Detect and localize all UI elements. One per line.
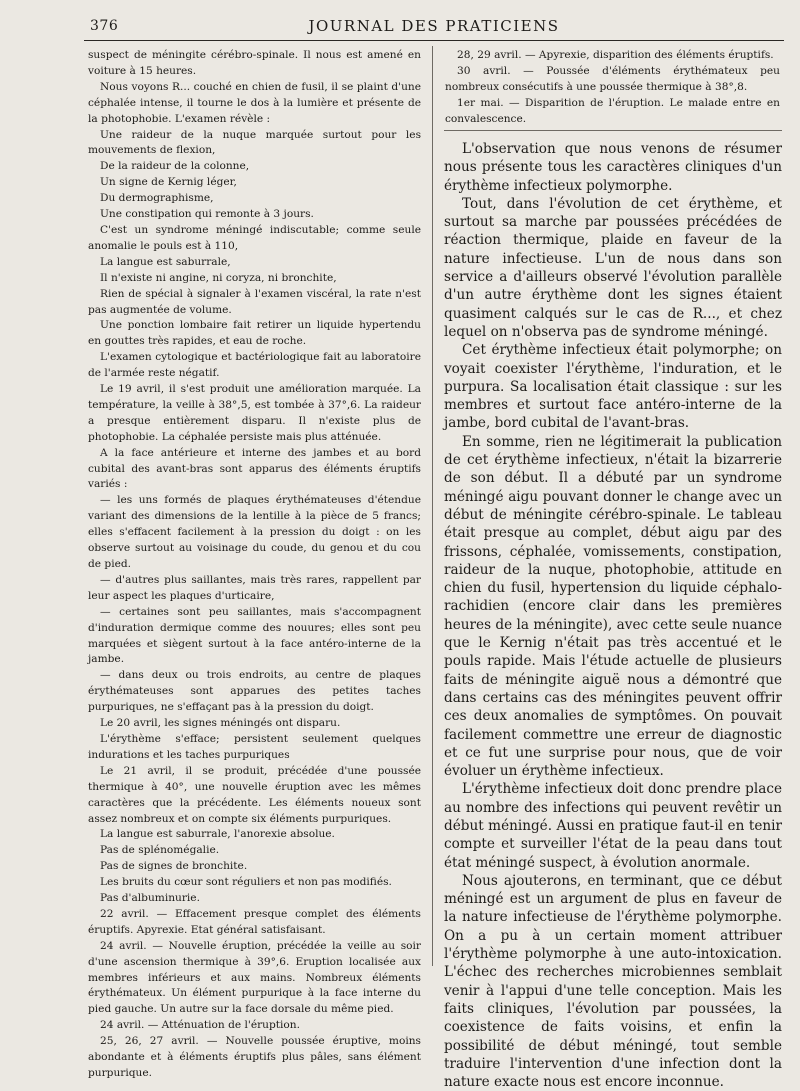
paragraph: — certaines sont peu saillantes, mais s'accompagnent d'induration dermique comme des nouures; elles sont peu marquées et siègent surtout à la face antéro-interne de la jambe. [88,605,421,666]
left-column [88,48,421,1082]
paragraph: L'examen cytologique et bactériologique fait au laboratoire de l'armée reste négatif. [88,351,421,380]
paragraph: 28, 29 avril. — Apyrexie, disparition des éléments éruptifs. [457,49,774,61]
page-number: 376 [90,18,119,34]
paragraph: L'érythème s'efface; persistent seulement quelques indurations et les taches purpuriques [88,732,421,761]
paragraph: Pas de splénomégalie. [100,844,220,857]
paragraph: Nous ajouterons, en terminant, que ce début méningé est un argument de plus en faveur de la nature infectieuse de l'érythème polymorphe. On a pu à un certain moment attribuer l'érythème polymorphe à une auto-intoxication. L'échec des recherches microbiennes semblait venir à l'appui d'une telle conception. Mais les faits cliniques, l'évolution par poussées, la coexistence de faits voisins, et enfin la possibilité de début méningé, tout semble traduire l'intervention d'une infection dont la nature exacte nous est encore inconnue. [444,872,782,1091]
paragraph: 30 avril. — Poussée d'éléments érythémateux peu nombreux consécutifs à une poussée thermique à 38°,8. [445,64,780,93]
paragraph: Le 19 avril, il s'est produit une amélioration marquée. La température, la veille à 38°,5, est tombée à 37°,6. La raideur a presque entièrement disparu. Il n'existe plus de photophobie. La céphalée persiste mais plus atténuée. [88,383,421,443]
paragraph: L'érythème infectieux doit donc prendre place au nombre des infections qui peuvent revêtir un début méningé. Aussi en pratique faut-il en tenir compte et surveiller l'état de la peau dans tout état méningé suspect, à évolution anormale. [444,781,782,871]
paragraph: La langue est saburrale, l'anorexie absolue. [100,828,335,841]
paragraph: C'est un syndrome méningé indiscutable; comme seule anomalie le pouls est à 110, [88,223,421,252]
paragraph: — d'autres plus saillantes, mais très rares, rappellent par leur aspect les plaques d'urticaire, [88,573,421,602]
paragraph: A la face antérieure et interne des jambes et au bord cubital des avant-bras sont apparus des éléments éruptifs variés : [88,446,421,491]
paragraph: Cet érythème infectieux était polymorphe; on voyait coexister l'érythème, l'induration, et le purpura. Sa localisation était classique : sur les membres et surtout face antéro-interne de la jambe, bord cubital de l'avant-bras. [444,342,782,432]
paragraph: De la raideur de la colonne, [100,160,250,173]
paragraph: Du dermographisme, [100,192,214,205]
paragraph: 25, 26, 27 avril. — Nouvelle poussée éruptive, moins abondante et à éléments éruptifs plus pâles, sans élément purpurique. [88,1035,421,1079]
paragraph: Il n'existe ni angine, ni coryza, ni bronchite, [100,271,337,284]
paragraph: suspect de méningite cérébro-spinale. Il nous est amené en voiture à 15 heures. [88,49,421,77]
paragraph: Pas d'albuminurie. [100,892,200,905]
paragraph: L'observation que nous venons de résumer nous présente tous les caractères cliniques d'un érythème infectieux polymorphe. [444,141,782,194]
paragraph: La langue est saburrale, [100,255,231,268]
right-column-discussion [444,140,782,1091]
paragraph: Tout, dans l'évolution de cet érythème, et surtout sa marche par poussées précédées de réaction thermique, plaide en faveur de la nature infectieuse. L'un de nous dans son service a d'ailleurs observé l'évolution parallèle d'un autre érythème dont les signes étaient quasiment calqués sur le cas de R..., et chez lequel on n'observa pas de syndrome méningé. [444,195,782,340]
paragraph: Une constipation qui remonte à 3 jours. [100,208,314,221]
paragraph: 24 avril. — Nouvelle éruption, précédée la veille au soir d'une ascension thermique à 39°,6. Eruption localisée aux membres inférieurs et aux mains. Nombreux éléments érythémateux. Un élément purpurique à la face interne du pied gauche. Un autre sur la face dorsale du même pied. [88,939,421,1016]
journal-title: JOURNAL DES PRATICIENS [308,17,560,35]
paragraph: Nous voyons R... couché en chien de fusil, il se plaint d'une céphalée intense, il tourne le dos à la lumière et présente de la photophobie. L'examen révèle : [88,80,421,125]
paragraph: Le 20 avril, les signes méningés ont disparu. [100,717,341,730]
paragraph: Un signe de Kernig léger, [100,176,237,189]
paragraph: Les bruits du cœur sont réguliers et non pas modifiés. [100,876,392,889]
paragraph: Le 21 avril, il se produit, précédée d'une poussée thermique à 40°, une nouvelle éruption avec les mêmes caractères que la précédente. Les éléments noueux sont assez nombreux et on compte six éléments purpuriques. [88,764,421,825]
paragraph: 22 avril. — Effacement presque complet des éléments éruptifs. Apyrexie. Etat général satisfaisant. [88,907,421,936]
paragraph: — dans deux ou trois endroits, au centre de plaques érythémateuses sont apparues des petites taches purpuriques, ne s'effaçant pas à la pression du doigt. [88,669,421,714]
paragraph: En somme, rien ne légitimerait la publication de cet érythème infectieux, n'était la bizarrerie de son début. Il a débuté par un syndrome méningé aigu pouvant donner le change avec un début de méningite cérébro-spinale. Le tableau était presque au complet, début aigu par des frissons, céphalée, vomissements, constipation, raideur de la nuque, photophobie, attitude en chien du fusil, hypertension du liquide céphalo-rachidien (encore clair dans les premières heures de la méningite), avec cette seule nuance que le Kernig n'était pas très accentué et le pouls rapide. Mais l'étude actuelle de plusieurs faits de méningite aiguë nous a démontré que dans certains cas des méningites peuvent offrir ces deux anomalies de symptômes. On pouvait facilement commettre une erreur de diagnostic et ce fut une surprise pour nous, que de voir évoluer un érythème infectieux. [444,433,782,780]
paragraph: Une raideur de la nuque marquée surtout pour les mouvements de flexion, [88,128,421,157]
right-column-observation-end [445,48,780,128]
page-header [84,14,784,41]
paragraph: 24 avril. — Atténuation de l'éruption. [100,1019,300,1032]
paragraph: — les uns formés de plaques érythémateuses d'étendue variant des dimensions de la lentille à la pièce de 5 francs; elles s'effacent facilement à la pression du doigt : on les observe surtout au voisinage du coude, du genou et du cou de pied. [88,494,421,570]
paragraph: Rien de spécial à signaler à l'examen viscéral, la rate n'est pas augmentée de volume. [88,287,421,316]
paragraph: Une ponction lombaire fait retirer un liquide hypertendu en gouttes très rapides, et eau de roche. [88,319,421,348]
paragraph: Pas de signes de bronchite. [100,860,248,873]
column-divider [432,46,433,966]
paragraph: 1er mai. — Disparition de l'éruption. Le malade entre en convalescence. [445,96,780,125]
section-divider [444,130,782,131]
